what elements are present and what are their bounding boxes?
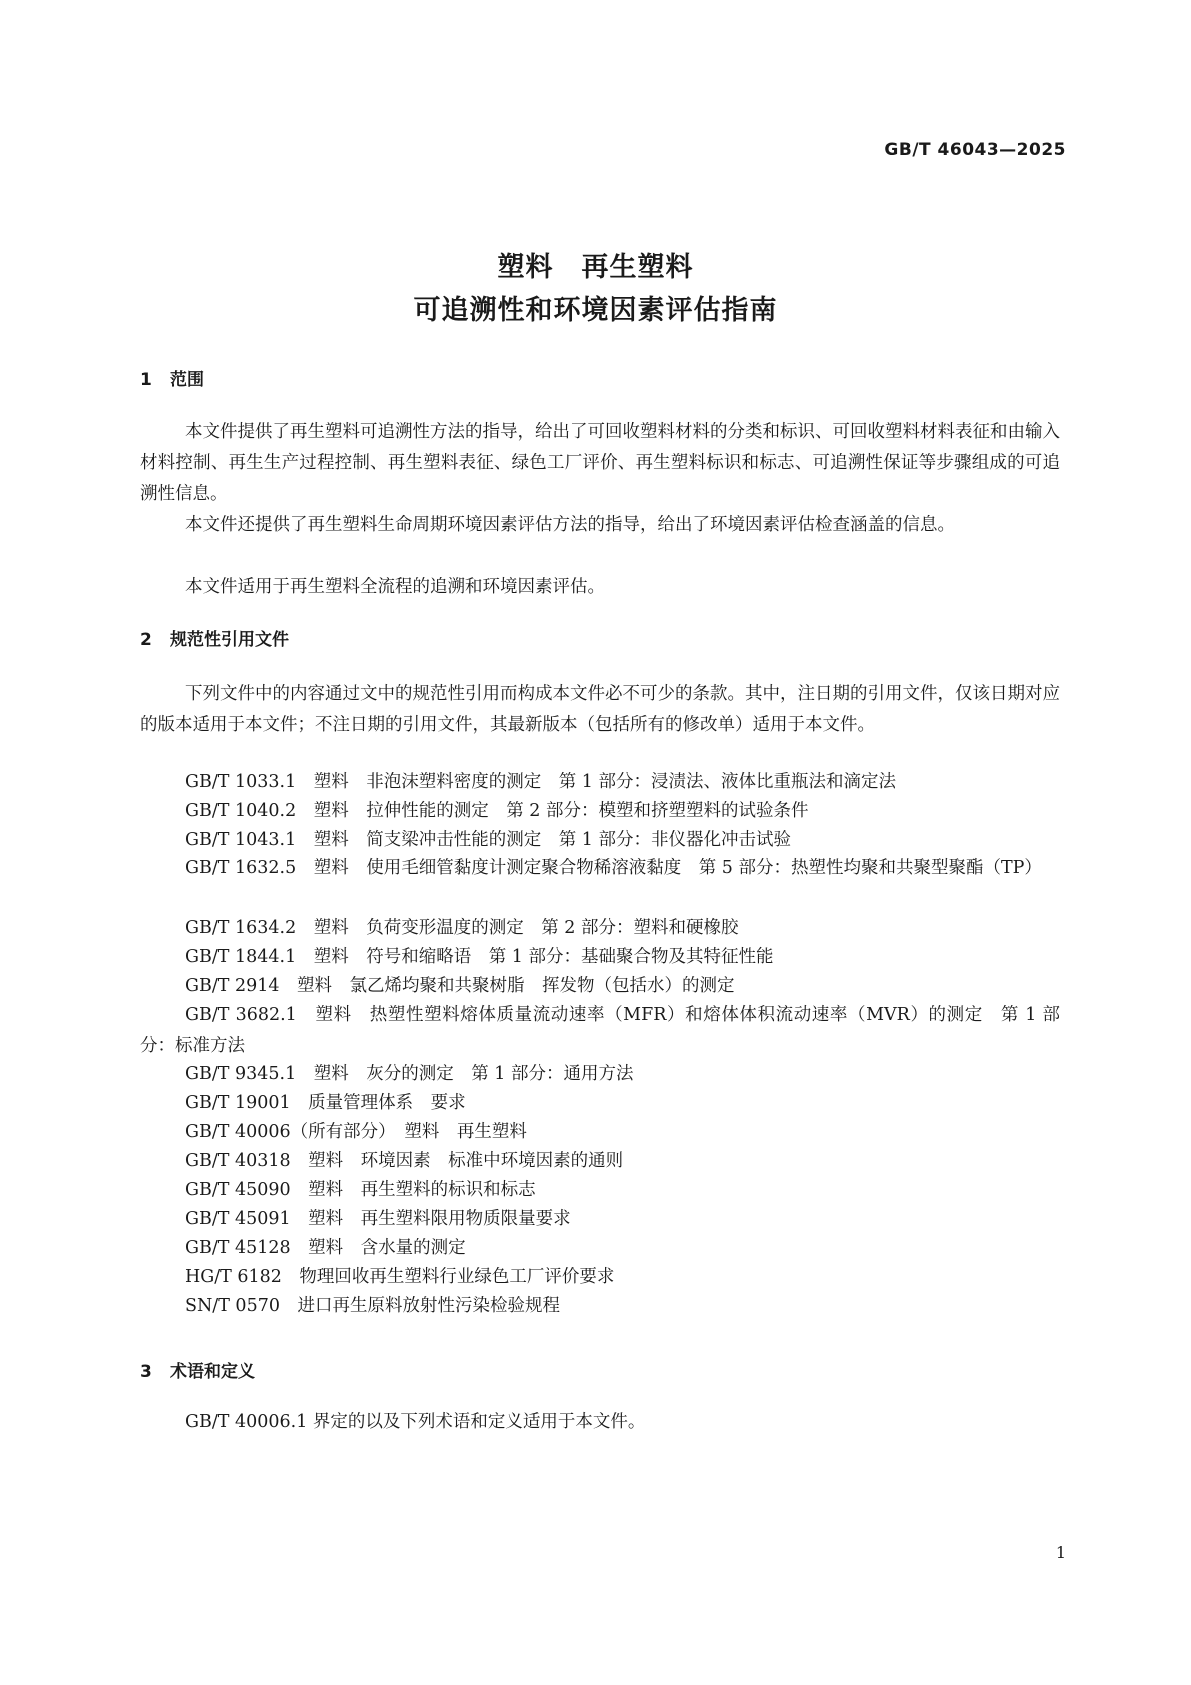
reference-item: GB/T 1040.2 塑料 拉伸性能的测定 第 2 部分：模塑和挤塑塑料的试验条件 xyxy=(185,801,809,821)
normative-intro: 下列文件中的内容通过文中的规范性引用而构成本文件必不可少的条款。其中，注日期的引用文件，仅该日期对应的版本适用于本文件；不注日期的引用文件，其最新版本（包括所有的修改单）适用于本文件。 xyxy=(140,684,1060,735)
reference-item: GB/T 1632.5 塑料 使用毛细管黏度计测定聚合物稀溶液黏度 第 5 部分：热塑性均聚和共聚型聚酯（TP） xyxy=(185,858,1042,878)
section-number: 1 xyxy=(140,370,152,390)
reference-item: GB/T 1033.1 塑料 非泡沫塑料密度的测定 第 1 部分：浸渍法、液体比重瓶法和滴定法 xyxy=(185,772,896,792)
scope-paragraph-3: 本文件适用于再生塑料全流程的追溯和环境因素评估。 xyxy=(185,577,605,597)
section-number: 3 xyxy=(140,1362,152,1382)
section-title: 范围 xyxy=(170,370,204,390)
reference-item: SN/T 0570 进口再生原料放射性污染检验规程 xyxy=(185,1296,560,1316)
reference-item: GB/T 19001 质量管理体系 要求 xyxy=(185,1093,466,1113)
document-title-line2: 可追溯性和环境因素评估指南 xyxy=(413,295,778,326)
reference-item: GB/T 3682.1 塑料 热塑性塑料熔体质量流动速率（MFR）和熔体体积流动速率（MVR）的测定 第 1 部分：标准方法 xyxy=(140,1005,1060,1056)
section-heading-terms xyxy=(140,1357,255,1382)
section-number: 2 xyxy=(140,630,152,650)
reference-item: GB/T 1634.2 塑料 负荷变形温度的测定 第 2 部分：塑料和硬橡胶 xyxy=(185,918,739,938)
reference-item: GB/T 2914 塑料 氯乙烯均聚和共聚树脂 挥发物（包括水）的测定 xyxy=(185,976,735,996)
page-number: 1 xyxy=(1055,1543,1066,1562)
section-title: 规范性引用文件 xyxy=(170,630,289,650)
reference-item: GB/T 45091 塑料 再生塑料限用物质限量要求 xyxy=(185,1209,571,1229)
section-heading-normative xyxy=(140,625,289,650)
reference-item: GB/T 9345.1 塑料 灰分的测定 第 1 部分：通用方法 xyxy=(185,1064,634,1084)
reference-item: GB/T 45128 塑料 含水量的测定 xyxy=(185,1238,466,1258)
section-heading-scope xyxy=(140,365,204,390)
reference-item: HG/T 6182 物理回收再生塑料行业绿色工厂评价要求 xyxy=(185,1267,615,1287)
reference-item: GB/T 40318 塑料 环境因素 标准中环境因素的通则 xyxy=(185,1151,624,1171)
scope-paragraph-2: 本文件还提供了再生塑料生命周期环境因素评估方法的指导，给出了环境因素评估检查涵盖的信息。 xyxy=(185,515,955,535)
reference-item: GB/T 1844.1 塑料 符号和缩略语 第 1 部分：基础聚合物及其特征性能 xyxy=(185,947,774,967)
reference-item: GB/T 1043.1 塑料 简支梁冲击性能的测定 第 1 部分：非仪器化冲击试验 xyxy=(185,830,791,850)
standard-code: GB/T 46043—2025 xyxy=(884,140,1066,160)
scope-paragraph-1: 本文件提供了再生塑料可追溯性方法的指导，给出了可回收塑料材料的分类和标识、可回收塑料材料表征和由输入材料控制、再生生产过程控制、再生塑料表征、绿色工厂评价、再生塑料标识和标志、可追溯性保证等步骤组成的可追溯性信息。 xyxy=(140,422,1060,504)
terms-intro: GB/T 40006.1 界定的以及下列术语和定义适用于本文件。 xyxy=(185,1412,646,1432)
reference-item: GB/T 40006（所有部分） 塑料 再生塑料 xyxy=(185,1122,527,1142)
document-title-line1: 塑料 再生塑料 xyxy=(497,252,694,283)
section-title: 术语和定义 xyxy=(170,1362,255,1382)
reference-item: GB/T 45090 塑料 再生塑料的标识和标志 xyxy=(185,1180,536,1200)
